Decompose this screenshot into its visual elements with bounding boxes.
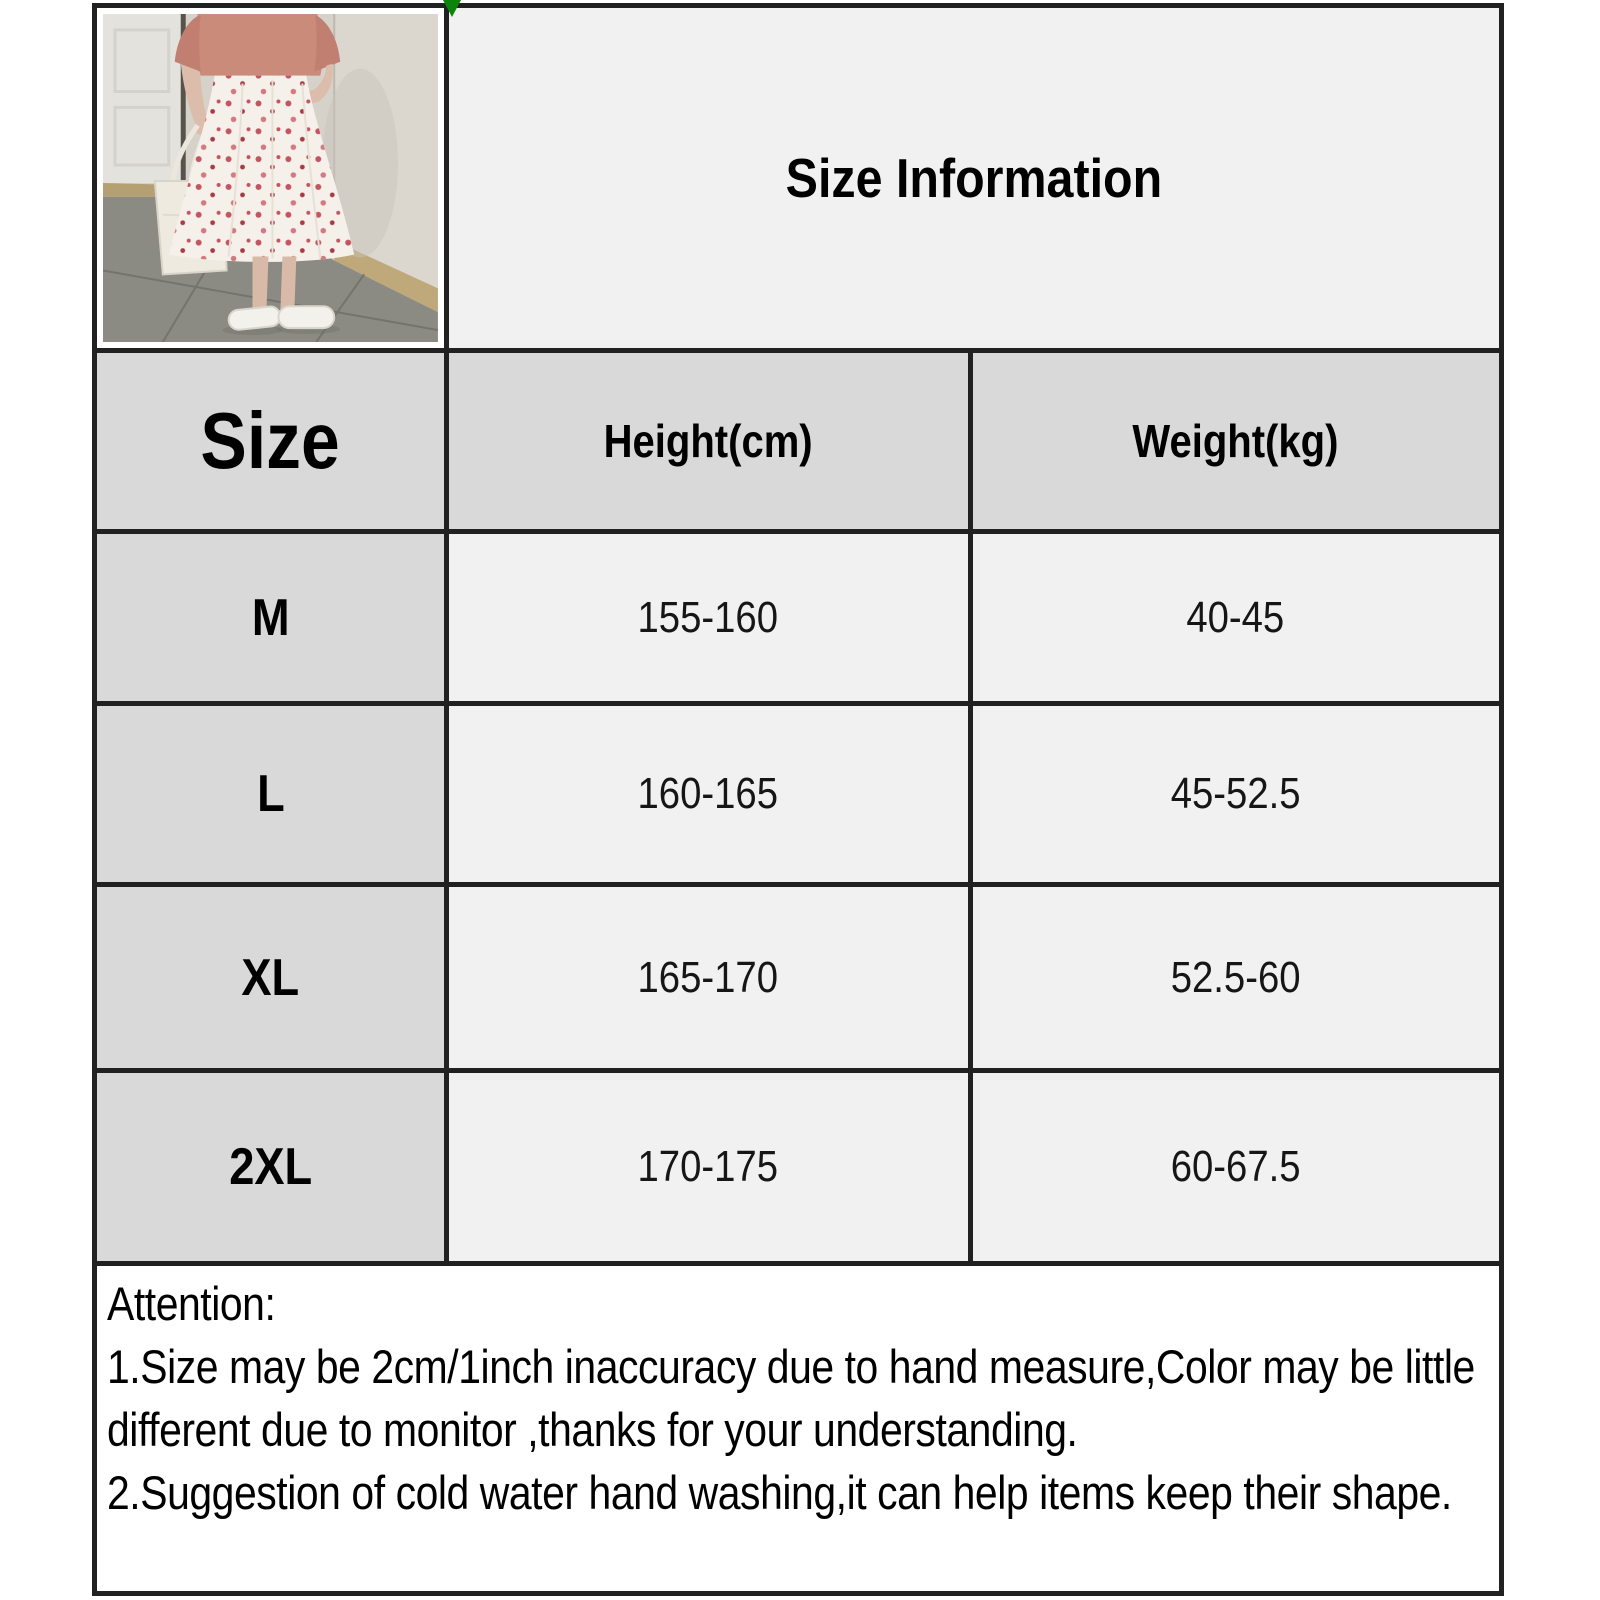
size-chart-sheet	[92, 3, 1504, 1596]
size-cell: XL	[97, 887, 449, 1068]
table-row-2xl	[97, 1068, 1499, 1261]
column-header-weight: Weight(kg)	[973, 353, 1499, 529]
table-row-l	[97, 701, 1499, 882]
product-photo	[103, 14, 438, 342]
column-header-size: Size	[97, 353, 449, 529]
weight-cell: 40-45	[973, 534, 1499, 701]
green-flag-icon	[443, 0, 461, 17]
height-cell: 165-170	[449, 887, 973, 1068]
title-cell	[449, 8, 1499, 348]
attention-heading: Attention:	[107, 1277, 276, 1330]
table-row-m	[97, 529, 1499, 701]
height-cell: 170-175	[449, 1073, 973, 1261]
table-row-xl	[97, 882, 1499, 1068]
weight-cell: 60-67.5	[973, 1073, 1499, 1261]
size-cell: 2XL	[97, 1073, 449, 1261]
product-photo-cell	[97, 8, 449, 348]
table-header-row	[97, 348, 1499, 529]
attention-line: different due to monitor ,thanks for your understanding.	[107, 1403, 1078, 1456]
height-cell: 155-160	[449, 534, 973, 701]
size-cell: L	[97, 706, 449, 882]
weight-cell: 45-52.5	[973, 706, 1499, 882]
column-header-height: Height(cm)	[449, 353, 973, 529]
page-title: Size Information	[785, 147, 1163, 209]
attention-line: 1.Size may be 2cm/1inch inaccuracy due to hand measure,Color may be little	[107, 1340, 1475, 1393]
size-cell: M	[97, 534, 449, 701]
attention-line: 2.Suggestion of cold water hand washing,it can help items keep their shape.	[107, 1466, 1452, 1519]
weight-cell: 52.5-60	[973, 887, 1499, 1068]
top-row	[97, 8, 1499, 348]
height-cell: 160-165	[449, 706, 973, 882]
attention-note	[97, 1261, 1499, 1591]
